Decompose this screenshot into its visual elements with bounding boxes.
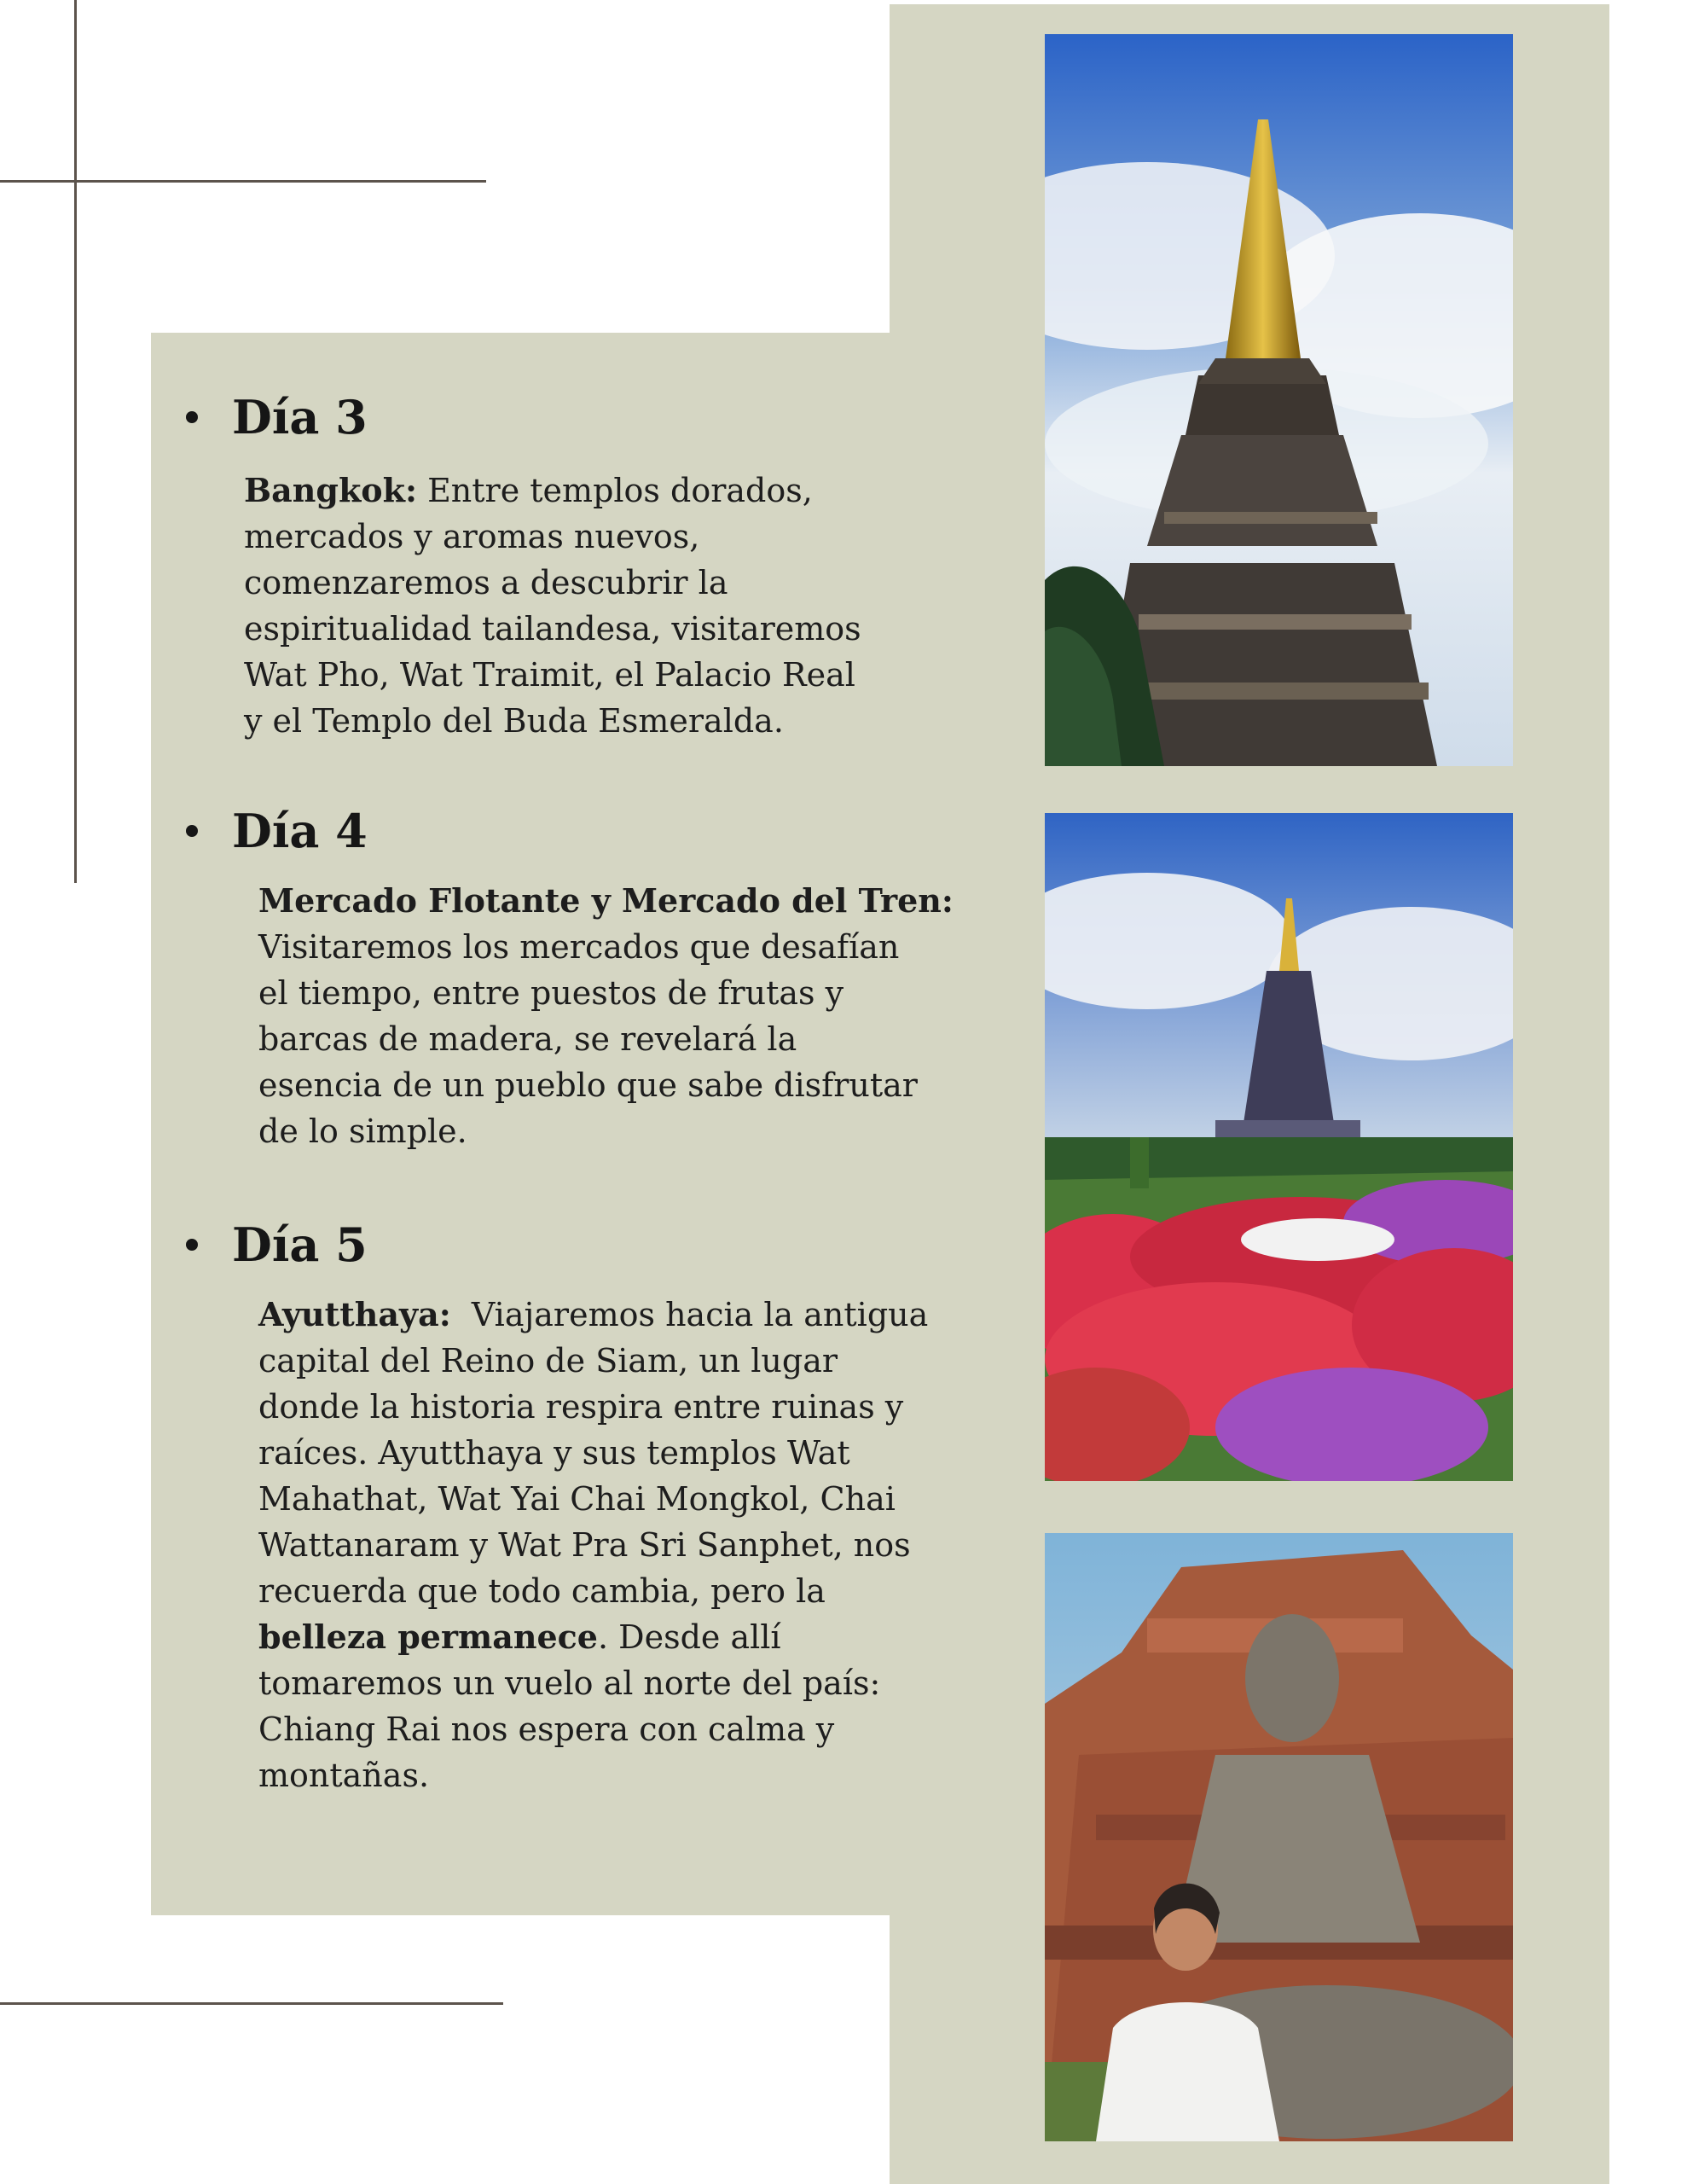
photo-golden-pagoda — [1045, 34, 1513, 766]
itinerary-day-4 — [179, 804, 954, 1154]
day-description: Ayutthaya: Viajaremos hacia la antigua capital del Reino de Siam, un lugar donde la historia respira entre ruinas y raíces. Ayutthaya y sus templos Wat Mahathat, Wat Yai Chai Mongkol, Chai Wattanaram y Wat Pra Sri Sanphet, nos recuerda que todo cambia, pero la belleza permanece. Desde allí tomaremos un vuelo al norte del país: Chiang Rai nos espera con calma y montañas. — [258, 1295, 929, 1794]
decorative-horizontal-line-bottom — [0, 2002, 503, 2005]
photo-ayutthaya-buddha — [1045, 1533, 1513, 2141]
day-description: Bangkok: Entre templos dorados, mercados y aromas nuevos, comenzaremos a descubrir la espiritualidad tailandesa, visitaremos Wat Pho, Wat Traimit, el Palacio Real y el Templo del Buda Esmeralda. — [244, 471, 861, 740]
day-description: Mercado Flotante y Mercado del Tren: Visitaremos los mercados que desafían el tiempo, entre puestos de frutas y barcas de madera, se revelará la esencia de un pueblo que sabe disfrutar de lo simple. — [258, 881, 954, 1150]
decorative-vertical-line — [74, 0, 77, 883]
day-location: Mercado Flotante y Mercado del Tren: — [258, 881, 954, 920]
itinerary-day-5 — [179, 1217, 929, 1798]
highlight-phrase: belleza permanece — [258, 1618, 598, 1656]
bullet-icon — [186, 1239, 198, 1251]
day-heading — [179, 804, 954, 858]
day-heading — [179, 390, 861, 444]
day-title: Día 4 — [232, 804, 368, 858]
decorative-horizontal-line-top — [0, 180, 486, 183]
day-title: Día 5 — [232, 1217, 368, 1272]
itinerary-day-3 — [179, 390, 861, 744]
day-title: Día 3 — [232, 390, 368, 444]
day-heading — [179, 1217, 928, 1272]
bullet-icon — [186, 825, 198, 837]
bullet-icon — [186, 411, 198, 423]
day-location: Bangkok: — [244, 471, 417, 509]
photo-flower-garden-pagoda — [1045, 813, 1513, 1481]
day-location: Ayutthaya: — [258, 1295, 451, 1333]
